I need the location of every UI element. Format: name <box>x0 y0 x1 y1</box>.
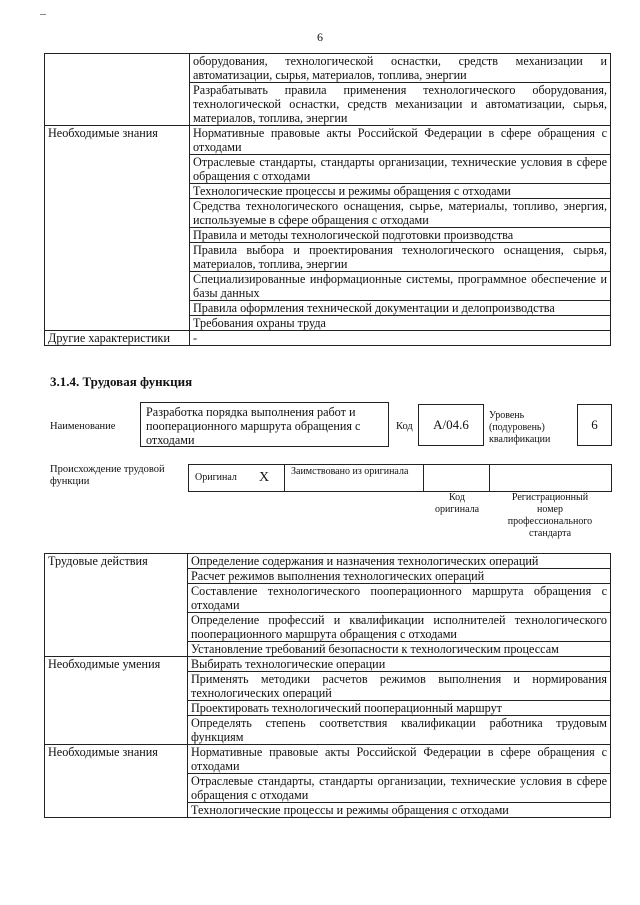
requirement-item: Определение профессий и квалификации исполнителей технологического пооперационного маршрута обращения с отходами <box>188 613 611 642</box>
requirement-item: Отраслевые стандарты, стандарты организации, технические условия в сфере обращения с отходами <box>190 155 611 184</box>
requirement-item: Разрабатывать правила применения технологического оборудования, технологической оснастки, средств механизации и автоматизации, сырья, материалов, топлива, энергии <box>190 83 611 126</box>
bottom-requirements-table <box>44 553 611 818</box>
requirement-item: Технологические процессы и режимы обращения с отходами <box>188 803 611 818</box>
table-row <box>45 126 611 155</box>
code-box <box>418 404 484 446</box>
requirement-item: Специализированные информационные системы, программное обеспечение и базы данных <box>190 272 611 301</box>
requirement-item: Правила и методы технологической подготовки производства <box>190 228 611 243</box>
requirement-item: Нормативные правовые акты Российской Федерации в сфере обращения с отходами <box>190 126 611 155</box>
name-box <box>140 402 389 447</box>
reg-number-caption: Регистрационный номер профессионального стандарта <box>507 492 593 539</box>
requirement-item: Технологические процессы и режимы обращения с отходами <box>190 184 611 199</box>
table-row <box>45 54 611 83</box>
requirement-item: Нормативные правовые акты Российской Федерации в сфере обращения с отходами <box>188 745 611 774</box>
code-original-caption: Код оригинала <box>434 492 480 515</box>
row-label: Необходимые знания <box>45 745 188 818</box>
level-box <box>577 404 612 446</box>
requirement-item: Требования охраны труда <box>190 316 611 331</box>
row-label: Необходимые умения <box>45 657 188 745</box>
table-row <box>45 554 611 569</box>
bottom-table-body <box>45 554 611 818</box>
requirement-item: - <box>190 331 611 346</box>
origin-label: Происхождение трудовой функции <box>50 464 165 487</box>
requirement-item: Определять степень соответствия квалификации работника трудовым функциям <box>188 716 611 745</box>
requirement-item: Расчет режимов выполнения технологических операций <box>188 569 611 584</box>
row-label: Другие характеристики <box>45 331 190 346</box>
original-label: Оригинал <box>195 472 237 483</box>
section-title: 3.1.4. Трудовая функция <box>50 374 193 389</box>
top-requirements-table <box>44 53 611 346</box>
requirement-item: Проектировать технологический пооперационный маршрут <box>188 701 611 716</box>
requirement-item: Применять методики расчетов режимов выполнения и нормирования технологических операций <box>188 672 611 701</box>
requirement-item: оборудования, технологической оснастки, средств механизации и автоматизации, сырья, материалов, топлива, энергии <box>190 54 611 83</box>
requirement-item: Правила оформления технической документации и делопроизводства <box>190 301 611 316</box>
name-value: Разработка порядка выполнения работ и пооперационного маршрута обращения с отходами <box>146 405 361 447</box>
table-row <box>45 745 611 774</box>
row-label: Трудовые действия <box>45 554 188 657</box>
top-table-body <box>45 54 611 346</box>
original-mark: X <box>259 470 270 485</box>
level-value: 6 <box>591 417 598 432</box>
code-label: Код <box>396 421 413 432</box>
borrowed-label: Заимствовано из оригинала <box>291 466 409 477</box>
requirement-item: Выбирать технологические операции <box>188 657 611 672</box>
requirement-item: Определение содержания и назначения технологических операций <box>188 554 611 569</box>
code-original-box <box>423 464 490 492</box>
requirement-item: Установление требований безопасности к технологическим процессам <box>188 642 611 657</box>
page-number: 6 <box>317 30 323 44</box>
reg-number-box <box>489 464 612 492</box>
requirement-item: Средства технологического оснащения, сырье, материалы, топливо, энергия, используемые в сфере обращения с отходами <box>190 199 611 228</box>
scan-mark <box>40 14 46 15</box>
requirement-item: Составление технологического пооперационного маршрута обращения с отходами <box>188 584 611 613</box>
code-value: А/04.6 <box>433 417 469 432</box>
borrowed-box <box>284 464 424 492</box>
row-label: Необходимые знания <box>45 126 190 331</box>
original-box <box>188 464 285 492</box>
row-label <box>45 54 190 126</box>
name-label: Наименование <box>50 421 116 432</box>
table-row <box>45 657 611 672</box>
requirement-item: Правила выбора и проектирования технологического оснащения, сырья, материалов, топлива, энергии <box>190 243 611 272</box>
level-label: Уровень (подуровень) квалификации <box>489 410 551 445</box>
requirement-item: Отраслевые стандарты, стандарты организации, технические условия в сфере обращения с отходами <box>188 774 611 803</box>
table-row <box>45 331 611 346</box>
